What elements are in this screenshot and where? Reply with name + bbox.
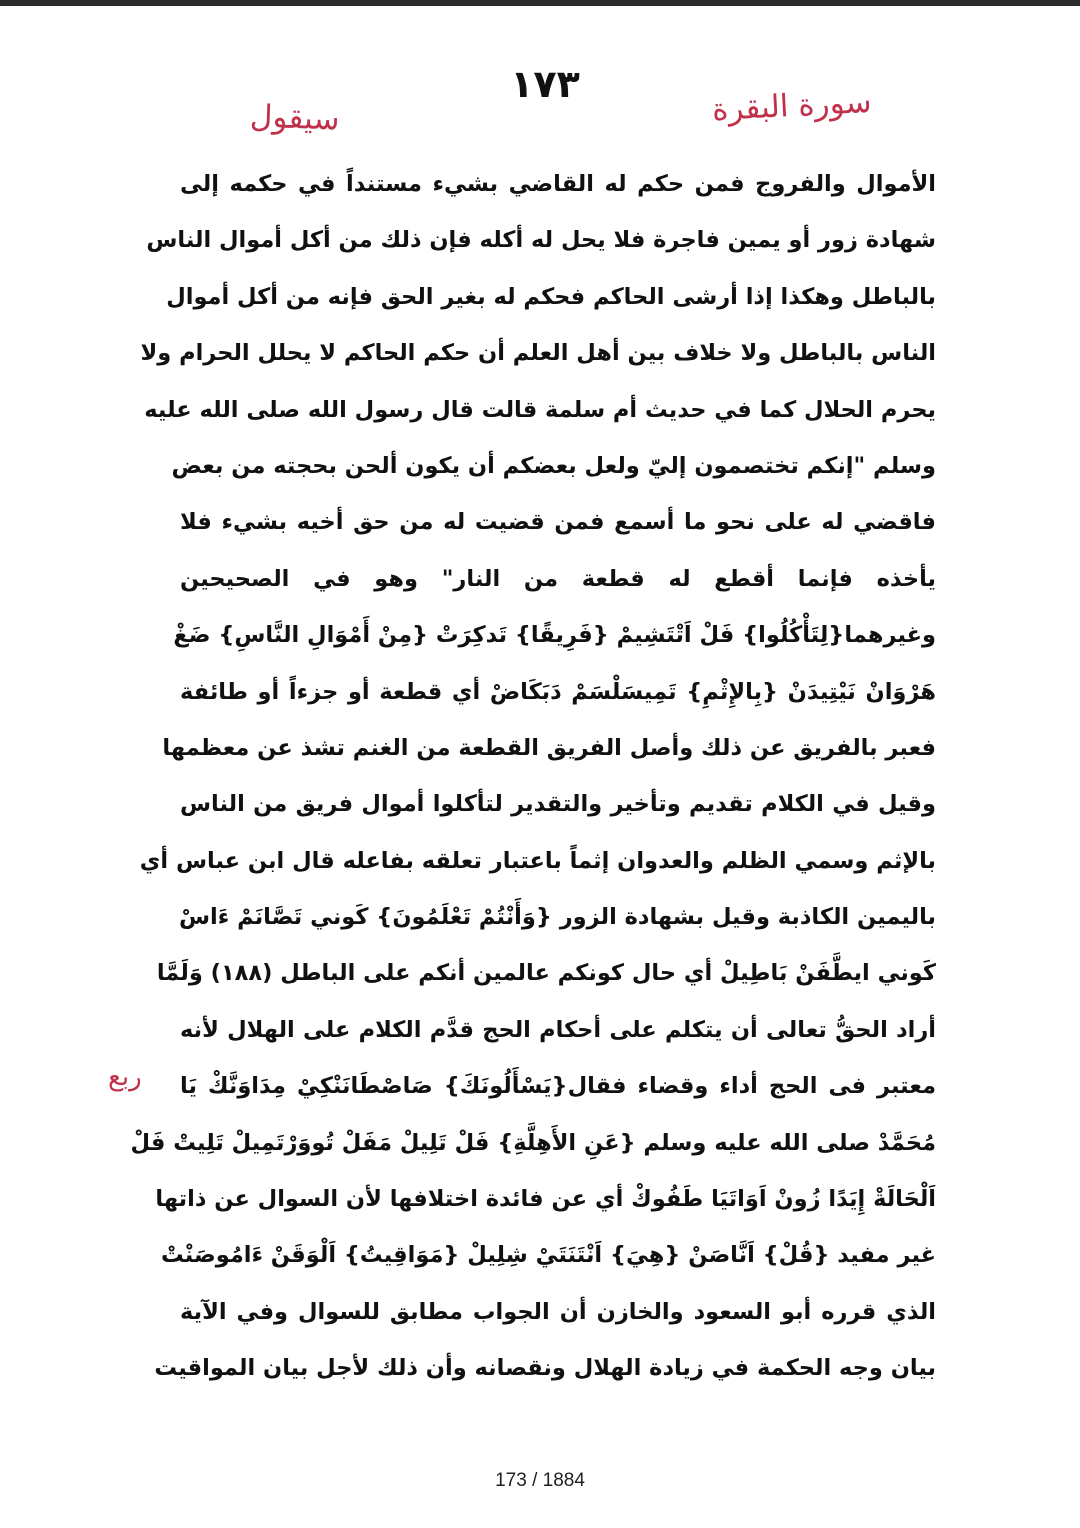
text-line-22: بيان وجه الحكمة في زيادة الهلال ونقصانه وأن ذلك لأجل بيان المواقيت [154,1355,936,1382]
text-line-7: فاقضي له على نحو ما أسمع فمن قضيت له من حق أخيه بشيء فلا [180,509,936,536]
page-counter: 173 / 1884 [495,1470,585,1491]
text-line-9: وغيرهما{لِتَأْكُلُوا} فَلْ اَتْتَشِيمْ {فَرِيقًا} تَدكِرَتْ {مِنْ أَمْوَالِ النَّاسِ} ضَغْ [173,622,936,649]
body-text [130,160,936,1401]
handwritten-rub-note: ربع [108,1062,142,1092]
text-line-17: معتبر فى الحج أداء وقضاء فقال{يَسْأَلُونَكَ} صَاصْطَانَنْكِيْ مِدَاوَنَّكْ يَا [180,1073,936,1100]
text-line-4: الناس بالباطل ولا خلاف بين أهل العلم أن حكم الحاكم لا يحلل الحرام ولا [140,340,936,367]
handwritten-sayaqul-note: سيقول [249,98,341,138]
text-line-21: الذي قرره أبو السعود والخازن أن الجواب مطابق للسوال وفي الآية [180,1298,936,1325]
text-line-12: وقيل في الكلام تقديم وتأخير والتقدير لتأكلوا أموال فريق من الناس [180,791,936,818]
text-line-6: وسلم "إنكم تختصمون إليّ ولعل بعضكم أن يكون ألحن بحجته من بعض [171,452,936,479]
handwritten-surah-note: سورة البقرة [711,83,873,129]
scan-top-border [0,0,1080,6]
text-line-19: اَلْحَالَةْ إِيَدًا زُونْ اَوَاتَيَا طَفُوكْ أي عن فائدة اختلافها لأن السوال عن ذاتها [155,1186,936,1213]
page-number-arabic: ١٧٣ [510,62,580,106]
text-line-5: يحرم الحلال كما في حديث أم سلمة قالت قال رسول الله صلى الله عليه [144,396,936,423]
text-line-20: غير مفيد {قُلْ} اَنَّاصَنْ {هِيَ} اَنْتَنَتَيْ شِلِيلْ {مَوَاقِيتُ} اَلْوَقَنْ ءَامُوصَنْتْ [160,1242,936,1269]
text-line-11: فعبر بالفريق عن ذلك وأصل الفريق القطعة من الغنم تشذ عن معظمها [162,734,936,761]
text-line-13: بالإثم وسمي الظلم والعدوان إثماً باعتبار تعلقه بفاعله قال ابن عباس أي [139,847,936,874]
text-line-15: كَوني ايطَّفَنْ بَاطِيلْ أي حال كونكم عالمين أنكم على الباطل (١٨٨) وَلَمَّا [156,960,936,987]
text-line-18: مُحَمَّدْ صلى الله عليه وسلم {عَنِ الأَهِلَّةِ} فَلْ تَلِيلْ مَفَلْ تُووَرْتَمِيلْ تَلِيتْ فَلْ [130,1129,936,1156]
text-line-14: باليمين الكاذبة وقيل بشهادة الزور {وَأَنْتُمْ تَعْلَمُونَ} كَوني تَصَّانَمْ ءَاسْ [178,904,936,931]
text-line-2: شهادة زور أو يمين فاجرة فلا يحل له أكله فإن ذلك من أكل أموال الناس [146,227,936,254]
text-line-1: الأموال والفروج فمن حكم له القاضي بشيء مستنداً في حكمه إلى [180,171,936,197]
text-line-10: هَرْوَانْ نَيْتِيدَنْ {بِالإِثْمِ} تَمِيسَلْسَمْ دَبَكَاضْ أي قطعة أو جزءاً أو طائفة [180,678,936,705]
text-line-8: يأخذه فإنما أقطع له قطعة من النار" وهو في الصحيحين [180,565,936,592]
text-line-16: أراد الحقُّ تعالى أن يتكلم على أحكام الحج قدَّم الكلام على الهلال لأنه [180,1016,936,1043]
text-line-3: بالباطل وهكذا إذا أرشى الحاكم فحكم له بغير الحق فإنه من أكل أموال [166,283,936,310]
